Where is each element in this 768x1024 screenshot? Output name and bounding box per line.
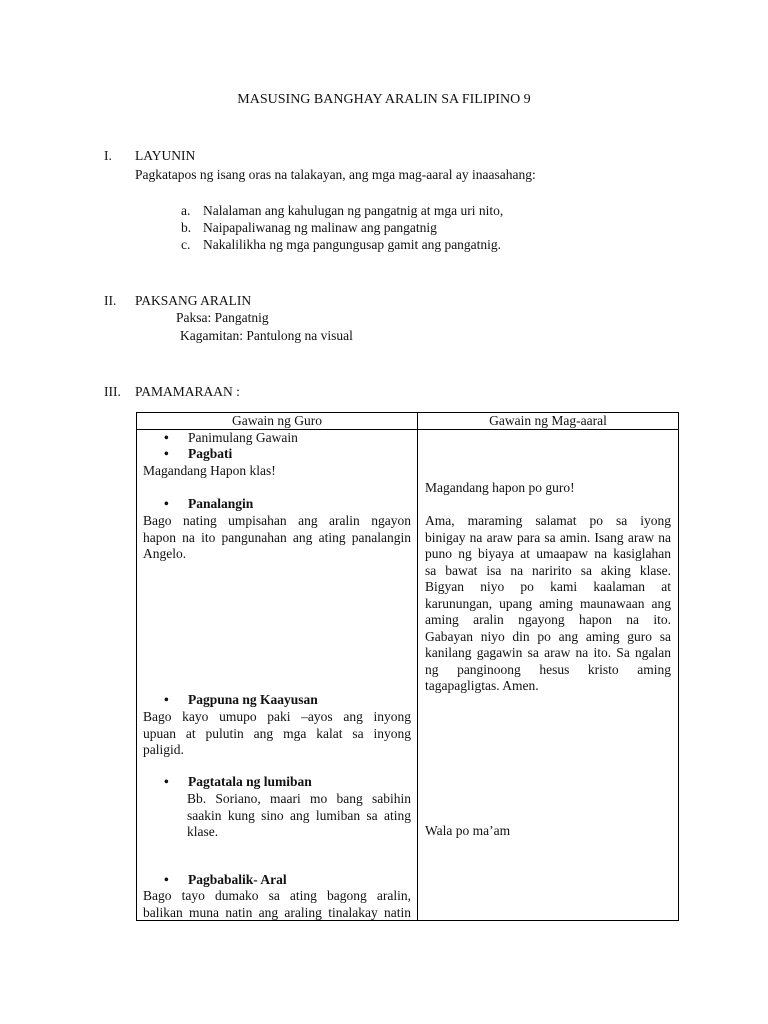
text-line: kanilang gagawin sa araw na ito. Sa ngalan (425, 645, 671, 660)
text-line: binigay na araw para sa amin. Isang araw na (425, 529, 671, 545)
text-line: Bb. Soriano, maari mo bang sabihin (187, 791, 411, 806)
mag-aaral-cell (418, 430, 679, 921)
text-line: Bago nating umpisahan ang aralin ngayon (143, 513, 411, 528)
document-title: MASUSING BANGHAY ARALIN SA FILIPINO 9 (237, 92, 531, 107)
section-1-number: I. (104, 148, 112, 163)
paksa-line: Paksa: Pangatnig (176, 310, 269, 325)
text-line: Bigyan niyo po kami kaalaman at (425, 579, 671, 594)
kaayusan-label: Pagpuna ng Kaayusan (188, 692, 318, 707)
text-line: karunungan, upang aming maunawaan ang (425, 595, 671, 611)
text-line: puno ng biyaya at umaapaw na kasiglahan (425, 546, 671, 561)
section-2-heading: PAKSANG ARALIN (135, 293, 252, 308)
section-1-intro: Pagkatapos ng isang oras na talakayan, ang mga mag-aaral ay inaasahang: (135, 167, 536, 182)
pagbati-text: Magandang Hapon klas! (143, 463, 276, 478)
list-item (165, 430, 298, 447)
text-line: balikan muna natin ang araling tinalakay natin (143, 904, 411, 920)
list-item (165, 872, 287, 889)
text-line: Bago tayo dumako sa ating bagong aralin, (143, 888, 411, 903)
pagbati-label: Pagbati (188, 446, 233, 461)
procedure-table (136, 412, 679, 921)
guro-cell (137, 430, 418, 921)
panalangin-label: Panalangin (188, 496, 254, 511)
text-line: hapon na ito pangunahan ang ating panalangin (143, 529, 411, 545)
list-item (165, 446, 232, 463)
header-gawain-ng-guro: Gawain ng Guro (137, 413, 418, 430)
text-line: Angelo. (143, 546, 187, 561)
section-3-number: III. (104, 384, 121, 399)
section-1-heading: LAYUNIN (135, 148, 196, 163)
objective-c-text: Nakalilikha ng mga pangungusap gamit ang pangatnig. (203, 237, 502, 252)
section-2-number: II. (104, 293, 117, 308)
text-line: ng panginoong hesus kristo aming (425, 661, 671, 677)
objective-b-text: Naipapaliwanag ng malinaw ang pangatnig (203, 220, 437, 235)
text-line: paligid. (143, 742, 184, 757)
objective-b-label: b. (181, 220, 192, 235)
dasal-paragraph (425, 513, 671, 695)
text-line: klase. (187, 824, 219, 839)
panalangin-paragraph (143, 513, 411, 563)
text-line: Bago kayo umupo paki –ayos ang inyong (143, 709, 411, 724)
list-item (165, 774, 312, 791)
section-3-heading: PAMAMARAAN : (135, 384, 240, 399)
objective-c-label: c. (181, 237, 191, 252)
header-gawain-ng-mag-aaral: Gawain ng Mag-aaral (418, 413, 679, 430)
list-item (165, 692, 318, 709)
text-line: aming aralin ngayong hapon na ito. (425, 612, 671, 627)
text-line: tagapagligtas. Amen. (425, 678, 539, 693)
text-line: Ama, maraming salamat po sa iyong (425, 513, 671, 528)
panimula-label: Panimulang Gawain (188, 430, 298, 445)
kagamitan-line: Kagamitan: Pantulong na visual (180, 328, 353, 343)
lumiban-label: Pagtatala ng lumiban (188, 774, 312, 789)
bati-response: Magandang hapon po guro! (425, 480, 575, 495)
text-line: Gabayan niyo din po ang aming guro sa (425, 628, 671, 644)
kaayusan-paragraph (143, 709, 411, 759)
text-line: upuan at pulutin ang mga kalat sa inyong (143, 725, 411, 741)
lumiban-paragraph (187, 791, 411, 841)
objective-a-label: a. (181, 203, 191, 218)
balik-aral-label: Pagbabalik- Aral (188, 872, 287, 887)
balik-aral-paragraph (143, 888, 411, 920)
objective-a-text: Nalalaman ang kahulugan ng pangatnig at mga uri nito, (203, 203, 504, 218)
wala-response: Wala po ma’am (425, 823, 511, 838)
list-item (165, 496, 253, 513)
text-line: saakin kung sino ang lumiban sa ating (187, 807, 411, 823)
text-line: sa bawat isa na naririto sa aking klase. (425, 562, 671, 578)
